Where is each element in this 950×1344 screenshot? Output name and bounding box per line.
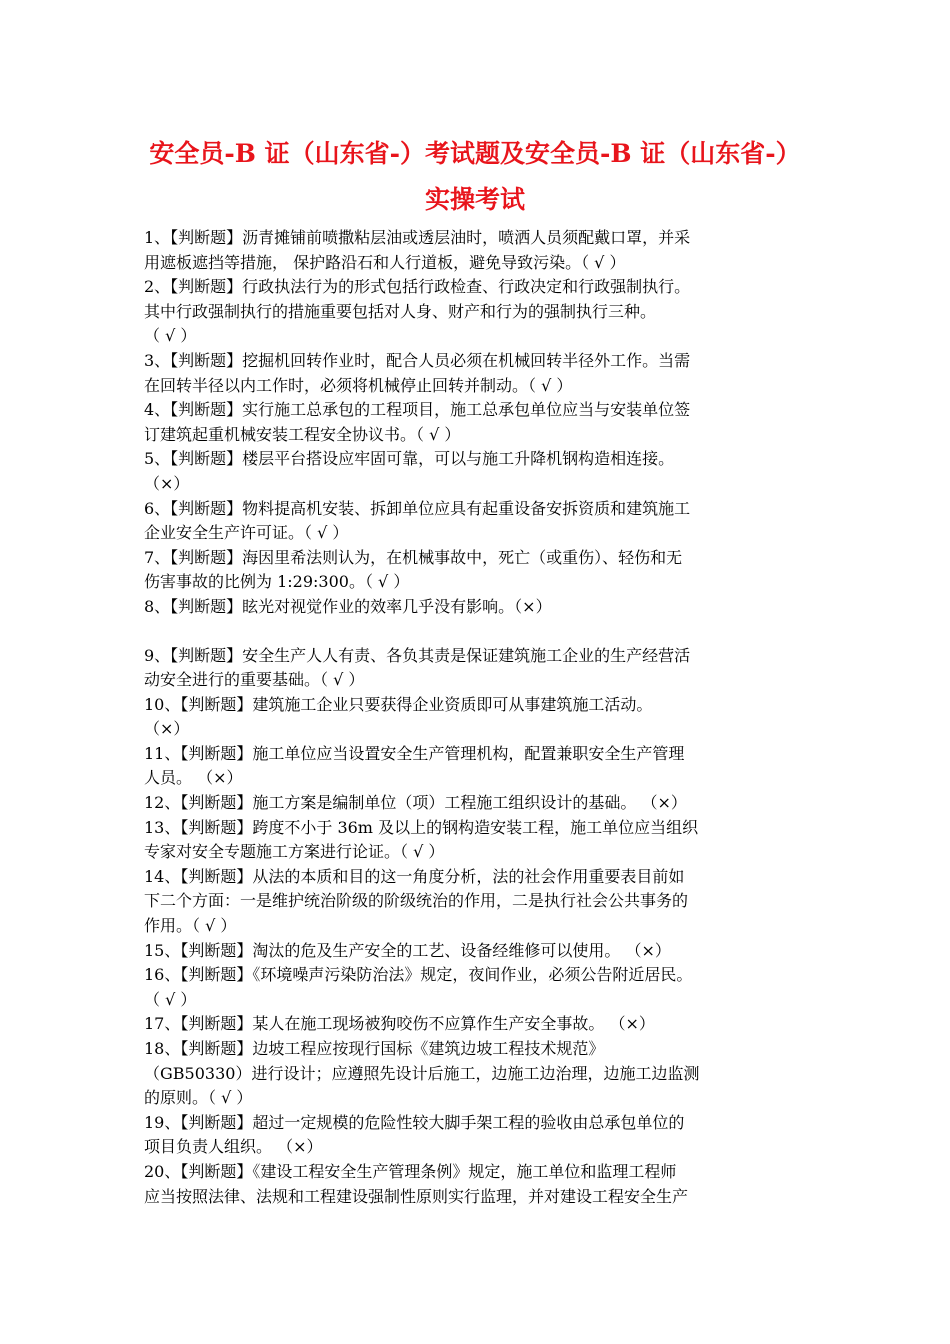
question-item bbox=[144, 963, 812, 1012]
question-line: 在回转半径以内工作时，必须将机械停止回转并制动。（ √ ） bbox=[144, 375, 573, 395]
question-item bbox=[144, 1037, 812, 1111]
question-line: 14、【判断题】从法的本质和目的这一角度分析，法的社会作用重要表目前如 bbox=[144, 866, 685, 886]
question-line: 6、【判断题】物料提高机安装、拆卸单位应具有起重设备安拆资质和建筑施工 bbox=[144, 498, 691, 518]
question-item bbox=[144, 275, 812, 349]
question-line: 专家对安全专题施工方案进行论证。（ √ ） bbox=[144, 842, 445, 862]
question-item bbox=[144, 865, 812, 939]
question-line: 的原则。（ √ ） bbox=[144, 1088, 253, 1108]
question-line: 7、【判断题】海因里希法则认为，在机械事故中，死亡（或重伤）、轻伤和无 bbox=[144, 547, 683, 567]
question-line: 4、【判断题】实行施工总承包的工程项目，施工总承包单位应当与安装单位签 bbox=[144, 400, 691, 420]
question-line: 20、【判断题】《建设工程安全生产管理条例》规定，施工单位和监理工程师 bbox=[144, 1161, 677, 1181]
document-title-line-1: 安全员-B 证（山东省-）考试题及安全员-B 证（山东省-） bbox=[149, 139, 801, 168]
question-item bbox=[144, 939, 812, 964]
question-line: 15、【判断题】淘汰的危及生产安全的工艺、设备经维修可以使用。 （×） bbox=[144, 940, 671, 960]
question-item bbox=[144, 816, 812, 865]
question-line: 9、【判断题】安全生产人人有责、各负其责是保证建筑施工企业的生产经营活 bbox=[144, 645, 691, 665]
question-line: 动安全进行的重要基础。（ √ ） bbox=[144, 670, 365, 690]
paragraph-gap bbox=[144, 620, 812, 644]
question-item bbox=[144, 791, 812, 816]
question-line: 企业安全生产许可证。（ √ ） bbox=[144, 523, 349, 543]
question-line: 3、【判断题】挖掘机回转作业时，配合人员必须在机械回转半径外工作。当需 bbox=[144, 350, 691, 370]
question-item bbox=[144, 349, 812, 398]
question-line: 16、【判断题】《环境噪声污染防治法》规定，夜间作业，必须公告附近居民。 bbox=[144, 965, 693, 985]
question-item bbox=[144, 742, 812, 791]
question-line: （×） bbox=[144, 473, 190, 493]
question-line: 用遮板遮挡等措施， 保护路沿石和人行道板，避免导致污染。（ √ ） bbox=[144, 252, 626, 272]
question-line: 作用。（ √ ） bbox=[144, 916, 237, 936]
question-line: （ √ ） bbox=[144, 989, 197, 1009]
question-line: 下二个方面：一是维护统治阶级的阶级统治的作用，二是执行社会公共事务的 bbox=[144, 891, 689, 911]
question-line: 19、【判断题】超过一定规模的危险性较大脚手架工程的验收由总承包单位的 bbox=[144, 1112, 685, 1132]
question-line: 17、【判断题】某人在施工现场被狗咬伤不应算作生产安全事故。 （×） bbox=[144, 1014, 655, 1034]
question-line: 10、【判断题】建筑施工企业只要获得企业资质即可从事建筑施工活动。 bbox=[144, 694, 653, 714]
question-line: 订建筑起重机械安装工程安全协议书。（ √ ） bbox=[144, 424, 461, 444]
question-list bbox=[144, 226, 812, 1209]
question-item bbox=[144, 398, 812, 447]
question-line: 其中行政强制执行的措施重要包括对人身、财产和行为的强制执行三种。 bbox=[144, 301, 657, 321]
question-line: 12、【判断题】施工方案是编制单位（项）工程施工组织设计的基础。 （×） bbox=[144, 793, 687, 813]
question-line: （ √ ） bbox=[144, 326, 197, 346]
document-title-line-2: 实操考试 bbox=[424, 185, 525, 214]
question-line: 18、【判断题】边坡工程应按现行国标《建筑边坡工程技术规范》 bbox=[144, 1039, 605, 1058]
question-line: 项目负责人组织。 （×） bbox=[144, 1137, 323, 1157]
question-item bbox=[144, 226, 812, 275]
question-line: 2、【判断题】行政执法行为的形式包括行政检查、行政决定和行政强制执行。 bbox=[144, 277, 691, 297]
question-line: 1、【判断题】沥青摊铺前喷撒粘层油或透层油时，喷洒人员须配戴口罩，并采 bbox=[144, 228, 691, 247]
question-item bbox=[144, 546, 812, 595]
question-line: （GB50330）进行设计；应遵照先设计后施工，边施工边治理，边施工边监测 bbox=[144, 1063, 700, 1083]
question-item bbox=[144, 1160, 812, 1209]
question-item bbox=[144, 497, 812, 546]
question-item bbox=[144, 1111, 812, 1160]
question-line: 11、【判断题】施工单位应当设置安全生产管理机构，配置兼职安全生产管理 bbox=[144, 743, 685, 763]
question-item bbox=[144, 1012, 812, 1037]
question-line: 8、【判断题】眩光对视觉作业的效率几乎没有影响。（×） bbox=[144, 596, 552, 616]
question-line: 人员。 （×） bbox=[144, 768, 243, 788]
question-item bbox=[144, 644, 812, 693]
question-line: 13、【判断题】跨度不小于 36m 及以上的钢构造安装工程，施工单位应当组织 bbox=[144, 817, 699, 837]
question-line: 伤害事故的比例为 1:29:300。（ √ ） bbox=[144, 572, 410, 592]
question-item bbox=[144, 447, 812, 496]
question-line: 应当按照法律、法规和工程建设强制性原则实行监理，并对建设工程安全生产 bbox=[144, 1186, 689, 1206]
question-item bbox=[144, 595, 812, 620]
question-item bbox=[144, 693, 812, 742]
question-line: （×） bbox=[144, 719, 190, 739]
question-line: 5、【判断题】楼层平台搭设应牢固可靠，可以与施工升降机钢构造相连接。 bbox=[144, 449, 675, 469]
